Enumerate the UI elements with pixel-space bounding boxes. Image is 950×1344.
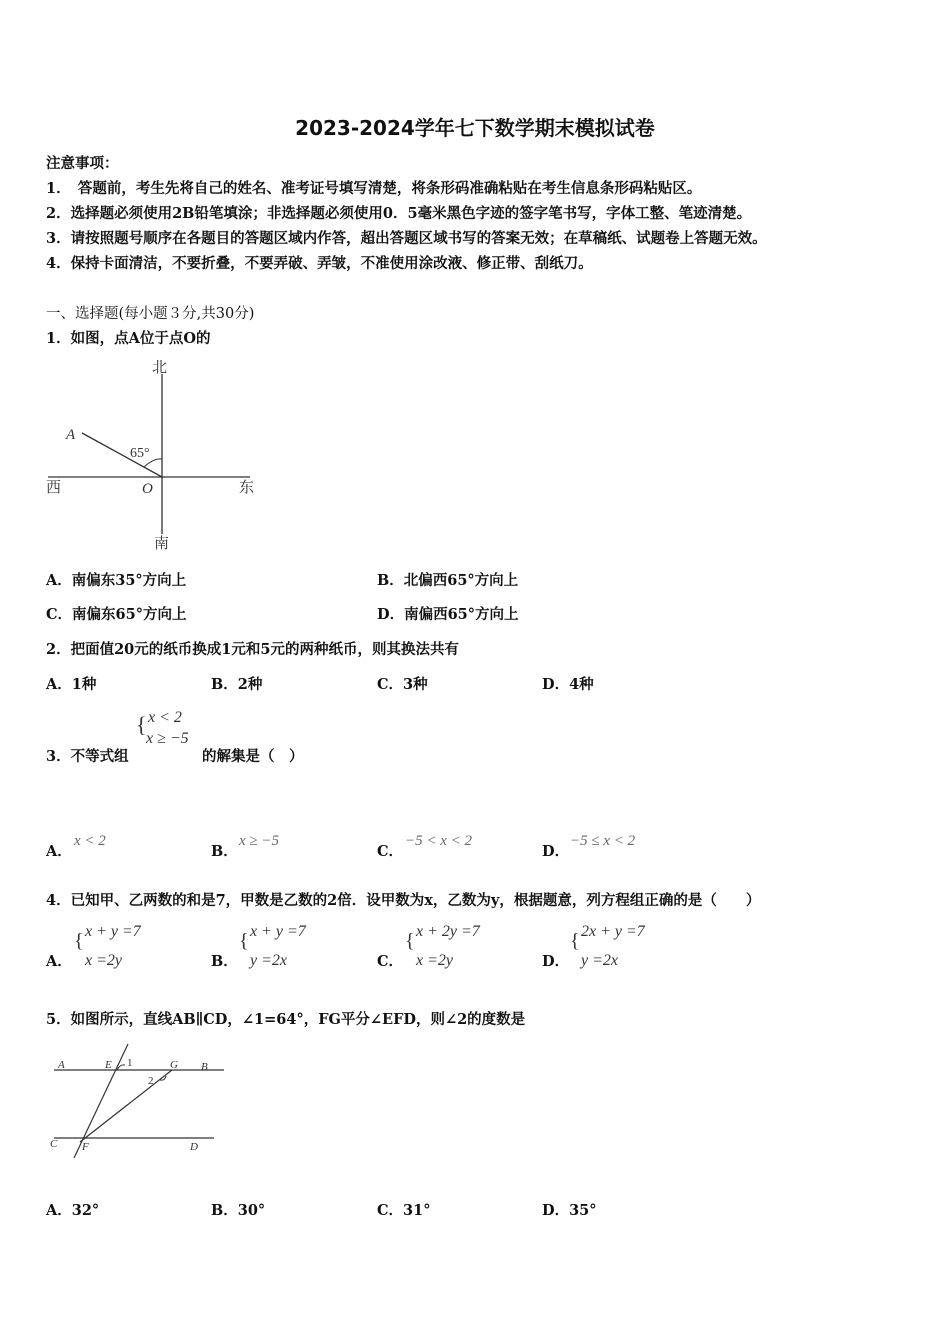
q1-stem: 1．如图，点A位于点O的 [46,330,211,347]
q3-system-brace: { [136,712,147,737]
q4-option-a-label: A． [46,953,72,970]
q1-point-a-label: A [66,427,76,443]
q3-option-a-value: x < 2 [74,833,106,849]
notice-heading: 注意事项： [46,155,119,172]
q4-option-d-line-2: y =2x [581,952,618,969]
q4-option-b-label: B． [211,953,238,970]
q4-option-c-line-1: x + 2y =7 [416,923,480,940]
q5-label-b: B [201,1061,208,1073]
q4-option-a-line-2: x =2y [85,952,122,969]
q3-stem-prefix: 3．不等式组 [46,748,129,765]
q3-option-a-label: A． [46,843,72,860]
q3-option-d-value: −5 ≤ x < 2 [570,833,636,849]
q1-point-o-label: O [142,481,153,497]
q5-label-e: E [105,1059,112,1071]
q4-option-b-brace: { [239,930,249,952]
q1-south-label: 南 [154,536,170,552]
q5-option-d: D．35° [542,1202,597,1219]
q5-label-f: F [82,1141,89,1153]
q1-option-b: B．北偏西65°方向上 [377,572,519,589]
q4-option-a-line-1: x + y =7 [85,923,141,940]
q3-option-b-value: x ≥ −5 [239,833,280,849]
section-heading: 一、选择题(每小题３分,共30分) [46,306,255,322]
q1-north-label: 北 [152,360,168,376]
q1-option-c: C．南偏东65°方向上 [46,606,187,623]
q4-option-b-line-1: x + y =7 [250,923,306,940]
q4-option-c-label: C． [377,953,404,970]
q5-option-c: C．31° [377,1202,431,1219]
q1-west-label: 西 [46,480,62,496]
q4-option-c-brace: { [405,930,415,952]
q3-option-c-label: C． [377,843,404,860]
q5-option-a: A．32° [46,1202,100,1219]
q5-option-b: B．30° [211,1202,266,1219]
q4-stem: 4．已知甲、乙两数的和是7，甲数是乙数的2倍．设甲数为x，乙数为y，根据题意，列方程组正确的是（ ） [46,892,761,909]
q5-label-c: C [50,1138,58,1150]
q4-option-c-line-2: x =2y [416,952,453,969]
q1-option-d: D．南偏西65°方向上 [377,606,519,623]
page-title: 2023-2024学年七下数学期末模拟试卷 [295,116,655,140]
q2-option-c: C．3种 [377,676,428,693]
q5-stem: 5．如图所示，直线AB∥CD，∠1=64°，FG平分∠EFD，则∠2的度数是 [46,1011,526,1028]
q2-option-a: A．1种 [46,676,97,693]
q5-label-a: A [58,1059,65,1071]
q2-option-b: B．2种 [211,676,263,693]
notice-item-3: 3．请按照题号顺序在各题目的答题区域内作答，超出答题区域书写的答案无效；在草稿纸、试题卷上答题无效。 [46,230,767,247]
q4-option-d-label: D． [542,953,570,970]
q1-option-a: A．南偏东35°方向上 [46,572,187,589]
q4-option-b-line-2: y =2x [250,952,287,969]
notice-item-1: 1． 答题前，考生先将自己的姓名、准考证号填写清楚，将条形码准确粘贴在考生信息条形码粘贴区。 [46,180,702,197]
q2-option-d: D．4种 [542,676,594,693]
notice-item-2: 2．选择题必须使用2B铅笔填涂；非选择题必须使用0．5毫米黑色字迹的签字笔书写，字体工整、笔迹清楚。 [46,205,752,222]
q3-option-b-label: B． [211,843,238,860]
q1-angle-label: 65° [130,446,150,461]
notice-item-4: 4．保持卡面清洁，不要折叠，不要弄破、弄皱，不准使用涂改液、修正带、刮纸刀。 [46,255,593,272]
q4-option-a-brace: { [74,930,84,952]
q3-system-line-2: x ≥ −5 [146,730,189,747]
q5-label-g: G [170,1059,178,1071]
q4-option-d-brace: { [570,930,580,952]
q4-option-d-line-1: 2x + y =7 [581,923,645,940]
q3-system-line-1: x < 2 [148,709,182,726]
q1-compass-figure [44,356,264,556]
q3-option-d-label: D． [542,843,570,860]
q5-label-d: D [190,1141,198,1153]
q5-label-1: 1 [127,1057,133,1069]
q2-stem: 2．把面值20元的纸币换成1元和5元的两种纸币，则其换法共有 [46,641,459,658]
q5-label-2: 2 [148,1075,154,1087]
q3-option-c-value: −5 < x < 2 [405,833,473,849]
q5-parallel-lines-figure [44,1040,234,1165]
q1-east-label: 东 [239,480,255,496]
q3-stem-suffix: 的解集是（ ） [202,748,304,765]
